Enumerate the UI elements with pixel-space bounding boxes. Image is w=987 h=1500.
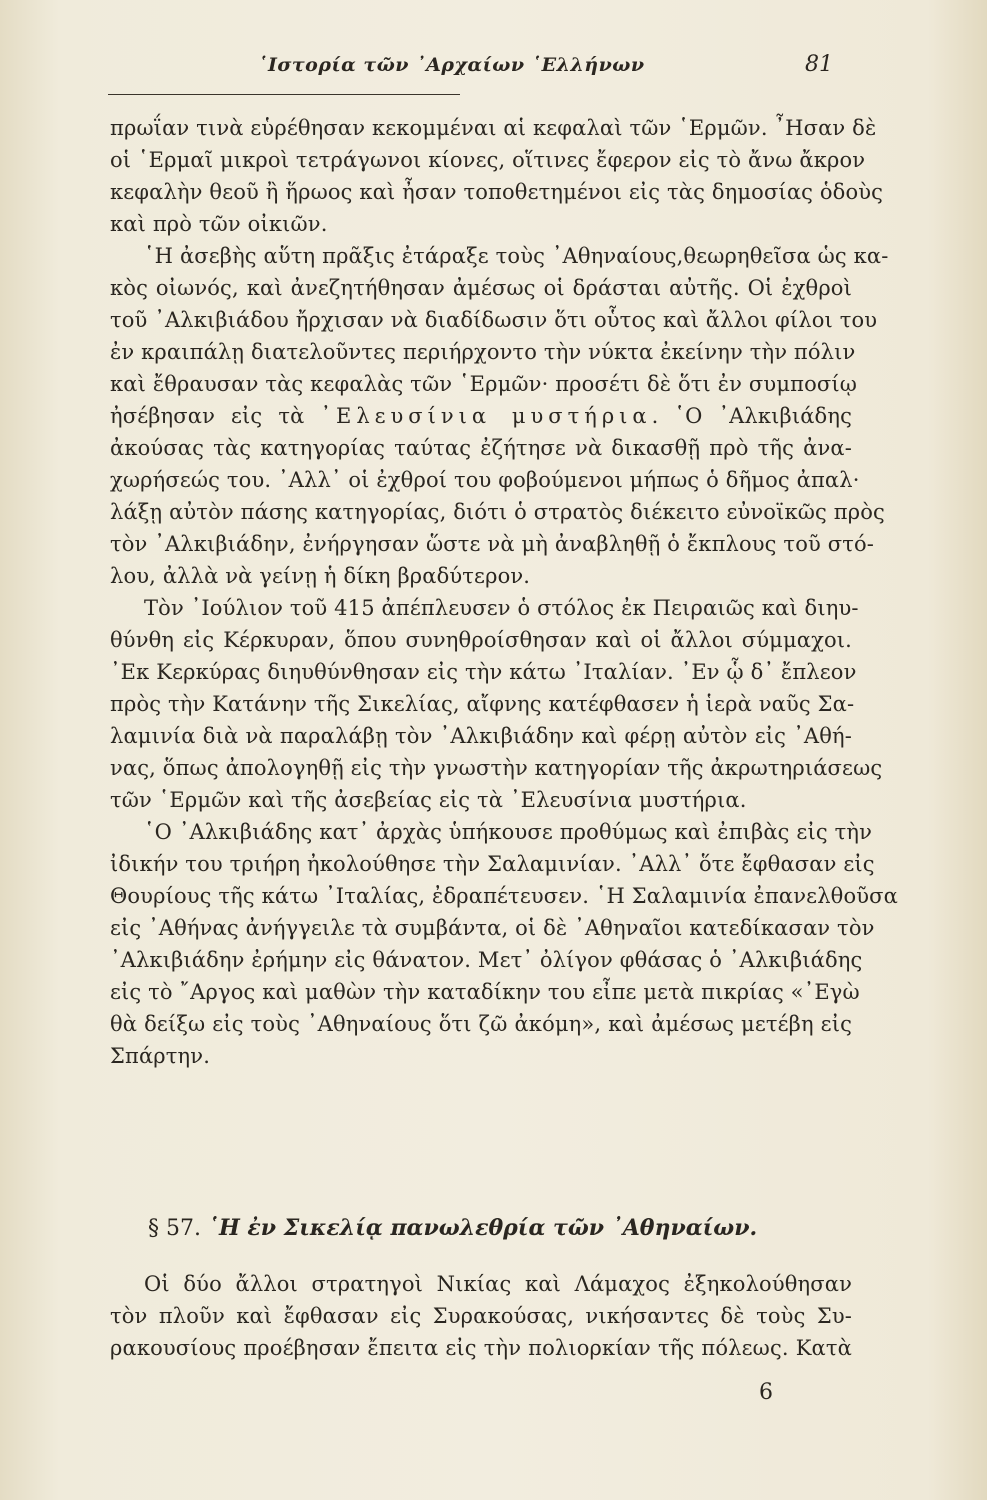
text-line: πρὸς τὴν Κατάνην τῆς Σικελίας, αἴφνης κατέφθασεν ἡ ἱερὰ ναῦς Σα- <box>110 692 855 716</box>
text-line: τὸν ᾿Αλκιβιάδην, ἐνήργησαν ὥστε νὰ μὴ ἀναβληθῇ ὁ ἔκπλους τοῦ στό- <box>110 532 875 556</box>
text-line: ᾿Αλκιβιάδην ἐρήμην εἰς θάνατον. Μετ᾿ ὀλίγον φθάσας ὁ ᾿Αλκιβιάδης <box>110 948 863 972</box>
body-text-top <box>110 112 898 1072</box>
text-line: λου, ἀλλὰ νὰ γείνῃ ἡ δίκη βραδύτερον. <box>110 564 531 588</box>
text-line: Τὸν ᾿Ιούλιον τοῦ 415 ἀπέπλευσεν ὁ στόλος ἐκ Πειραιῶς καὶ διηυ- <box>144 596 859 620</box>
text-line: νας, ὅπως ἀπολογηθῇ εἰς τὴν γνωστὴν κατηγορίαν τῆς ἀκρωτηριάσεως <box>110 756 883 780</box>
text-line: θὰ δείξω εἰς τοὺς ᾿Αθηναίους ὅτι ζῶ ἀκόμη», καὶ ἀμέσως μετέβη εἰς <box>110 1012 852 1036</box>
page-header <box>110 52 845 86</box>
text-line: ᾿Εκ Κερκύρας διηυθύνθησαν εἰς τὴν κάτω ᾿Ιταλίαν. ᾿Εν ᾧ δ᾿ ἔπλεον <box>110 660 857 684</box>
text-line: οἱ ῾Ερμαῖ μικροὶ τετράγωνοι κίονες, οἵτινες ἔφερον εἰς τὸ ἄνω ἄκρον <box>110 148 866 172</box>
text-line: Θουρίους τῆς κάτω ᾿Ιταλίας, ἐδραπέτευσεν. ῾Η Σαλαμινία ἐπανελθοῦσα <box>110 884 898 908</box>
text-line: Οἱ δύο ἄλλοι στρατηγοὶ Νικίας καὶ Λάμαχος ἐξηκολούθησαν <box>144 1272 852 1296</box>
page-number: 81 <box>805 52 833 77</box>
section-number: § 57. <box>148 1216 201 1241</box>
text-line: καὶ ἔθραυσαν τὰς κεφαλὰς τῶν ῾Ερμῶν· προσέτι δὲ ὅτι ἐν συμποσίῳ <box>110 372 858 396</box>
text-run: . ῾Ο ᾿Αλκιβιάδης <box>651 404 852 428</box>
text-line: κὸς οἰωνός, καὶ ἀνεζητήθησαν ἀμέσως οἱ δράσται αὐτῆς. Οἱ ἐχθροὶ <box>110 276 852 300</box>
text-line: ῾Η ἀσεβὴς αὕτη πρᾶξις ἐτάραξε τοὺς ᾿Αθηναίους,θεωρηθεῖσα ὡς κα- <box>144 244 889 268</box>
text-line: ἐν κραιπάλῃ διατελοῦντες περιήρχοντο τὴν νύκτα ἐκείνην τὴν πόλιν <box>110 340 856 364</box>
spaced-emphasis: ᾿Ελευσίνια μυστήρια <box>320 404 652 428</box>
section-title: ῾Η ἐν Σικελίᾳ πανωλεθρία τῶν ᾿Αθηναίων. <box>207 1215 758 1241</box>
running-title: ῾Ιστορία τῶν ᾿Αρχαίων ῾Ελλήνων <box>258 54 645 76</box>
text-line: ῾Ο ᾿Αλκιβιάδης κατ᾿ ἀρχὰς ὑπήκουσε προθύμως καὶ ἐπιβὰς εἰς τὴν <box>144 820 872 844</box>
text-line: κεφαλὴν θεοῦ ἢ ἥρωος καὶ ἦσαν τοποθετημένοι εἰς τὰς δημοσίας ὁδοὺς <box>110 180 884 204</box>
text-line: ἰδικήν του τριήρη ἠκολούθησε τὴν Σαλαμινίαν. ᾿Αλλ᾿ ὅτε ἔφθασαν εἰς <box>110 852 875 876</box>
text-line: λαμινία διὰ νὰ παραλάβῃ τὸν ᾿Αλκιβιάδην καὶ φέρῃ αὐτὸν εἰς ᾿Αθή- <box>110 724 852 748</box>
header-rule <box>108 94 460 95</box>
text-line: λάξῃ αὐτὸν πάσης κατηγορίας, διότι ὁ στρατὸς διέκειτο εὐνοϊκῶς πρὸς <box>110 500 885 524</box>
text-line: εἰς τὸ ῎Αργος καὶ μαθὼν τὴν καταδίκην του εἶπε μετὰ πικρίας «᾿Εγὼ <box>110 980 860 1004</box>
text-line: τὸν πλοῦν καὶ ἔφθασαν εἰς Συρακούσας, νικήσαντες δὲ τοὺς Συ- <box>110 1304 852 1328</box>
text-line <box>110 400 852 432</box>
text-run: ἠσέβησαν εἰς τὰ <box>110 404 321 428</box>
text-line: εἰς ᾿Αθήνας ἀνήγγειλε τὰ συμβάντα, οἱ δὲ ᾿Αθηναῖοι κατεδίκασαν τὸν <box>110 916 875 940</box>
text-line: θύνθη εἰς Κέρκυραν, ὅπου συνηθροίσθησαν καὶ οἱ ἄλλοι σύμμαχοι. <box>110 628 852 652</box>
text-line: Σπάρτην. <box>110 1044 211 1068</box>
text-line: τοῦ ᾿Αλκιβιάδου ἤρχισαν νὰ διαδίδωσιν ὅτι οὗτος καὶ ἄλλοι φίλοι του <box>110 308 878 332</box>
signature-mark: 6 <box>759 1380 773 1405</box>
text-line: ἀκούσας τὰς κατηγορίας ταύτας ἐζήτησε νὰ δικασθῇ πρὸ τῆς ἀνα- <box>110 436 852 460</box>
text-line: πρωΐαν τινὰ εὑρέθησαν κεκομμέναι αἱ κεφαλαὶ τῶν ῾Ερμῶν. ῏Ησαν δὲ <box>110 116 877 140</box>
text-line: ρακουσίους προέβησαν ἔπειτα εἰς τὴν πολιορκίαν τῆς πόλεως. Κατὰ <box>110 1336 852 1360</box>
text-line: τῶν ῾Ερμῶν καὶ τῆς ἀσεβείας εἰς τὰ ᾿Ελευσίνια μυστήρια. <box>110 788 747 812</box>
text-line: χωρήσεώς του. ᾿Αλλ᾿ οἱ ἐχθροί του φοβούμενοι μήπως ὁ δῆμος ἀπαλ· <box>110 468 860 492</box>
section-heading <box>148 1211 848 1245</box>
text-line: καὶ πρὸ τῶν οἰκιῶν. <box>110 212 328 236</box>
body-text-bottom <box>110 1268 852 1364</box>
